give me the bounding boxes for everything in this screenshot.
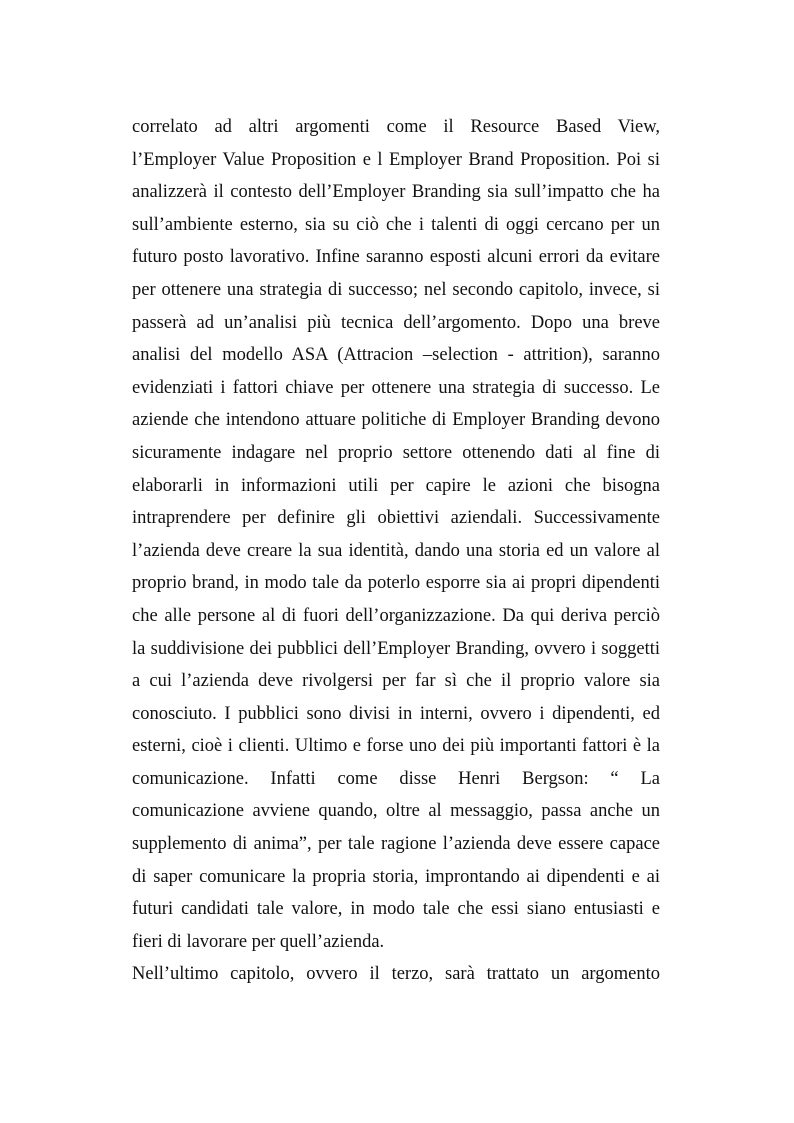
text-line: evidenziati i fattori chiave per ottenere una strategia di successo. Le bbox=[132, 377, 660, 398]
text-line: supplemento di anima”, per tale ragione l’azienda deve essere capace bbox=[132, 834, 660, 855]
body-paragraph bbox=[132, 112, 660, 992]
text-line: fieri di lavorare per quell’azienda. bbox=[132, 931, 385, 952]
text-line: sicuramente indagare nel proprio settore ottenendo dati al fine di bbox=[132, 442, 660, 463]
text-line: aziende che intendono attuare politiche di Employer Branding devono bbox=[132, 410, 660, 431]
text-line: correlato ad altri argomenti come il Resource Based View, bbox=[132, 117, 660, 137]
text-line: a cui l’azienda deve rivolgersi per far sì che il proprio valore sia bbox=[132, 671, 660, 692]
text-line: elaborarli in informazioni utili per capire le azioni che bisogna bbox=[132, 475, 660, 496]
text-line: analisi del modello ASA (Attracion –selection - attrition), saranno bbox=[132, 345, 660, 366]
text-line: la suddivisione dei pubblici dell’Employer Branding, ovvero i soggetti bbox=[132, 638, 660, 659]
text-line: comunicazione avviene quando, oltre al messaggio, passa anche un bbox=[132, 801, 660, 822]
text-line: esterni, cioè i clienti. Ultimo e forse uno dei più importanti fattori è la bbox=[132, 736, 660, 757]
text-line: proprio brand, in modo tale da poterlo esporre sia ai propri dipendenti bbox=[132, 573, 660, 594]
text-line: di saper comunicare la propria storia, improntando ai dipendenti e ai bbox=[132, 866, 660, 887]
text-line: che alle persone al di fuori dell’organizzazione. Da qui deriva perciò bbox=[132, 605, 660, 626]
text-line: futuro posto lavorativo. Infine saranno esposti alcuni errori da evitare bbox=[132, 247, 660, 268]
text-line: passerà ad un’analisi più tecnica dell’argomento. Dopo una breve bbox=[132, 312, 660, 333]
text-line: Nell’ultimo capitolo, ovvero il terzo, sarà trattato un argomento bbox=[132, 964, 660, 985]
text-line: sull’ambiente esterno, sia su ciò che i talenti di oggi cercano per un bbox=[132, 214, 660, 235]
text-line: l’azienda deve creare la sua identità, dando una storia ed un valore al bbox=[132, 540, 660, 561]
text-line: per ottenere una strategia di successo; nel secondo capitolo, invece, si bbox=[132, 279, 660, 300]
text-line: analizzerà il contesto dell’Employer Branding sia sull’impatto che ha bbox=[132, 182, 660, 203]
text-line: intraprendere per definire gli obiettivi aziendali. Successivamente bbox=[132, 508, 660, 529]
text-line: futuri candidati tale valore, in modo tale che essi siano entusiasti e bbox=[132, 899, 660, 920]
text-line: conosciuto. I pubblici sono divisi in interni, ovvero i dipendenti, ed bbox=[132, 703, 660, 724]
text-line: comunicazione. Infatti come disse Henri Bergson: “ La bbox=[132, 768, 660, 789]
text-line: l’Employer Value Proposition e l Employer Brand Proposition. Poi si bbox=[132, 149, 660, 170]
